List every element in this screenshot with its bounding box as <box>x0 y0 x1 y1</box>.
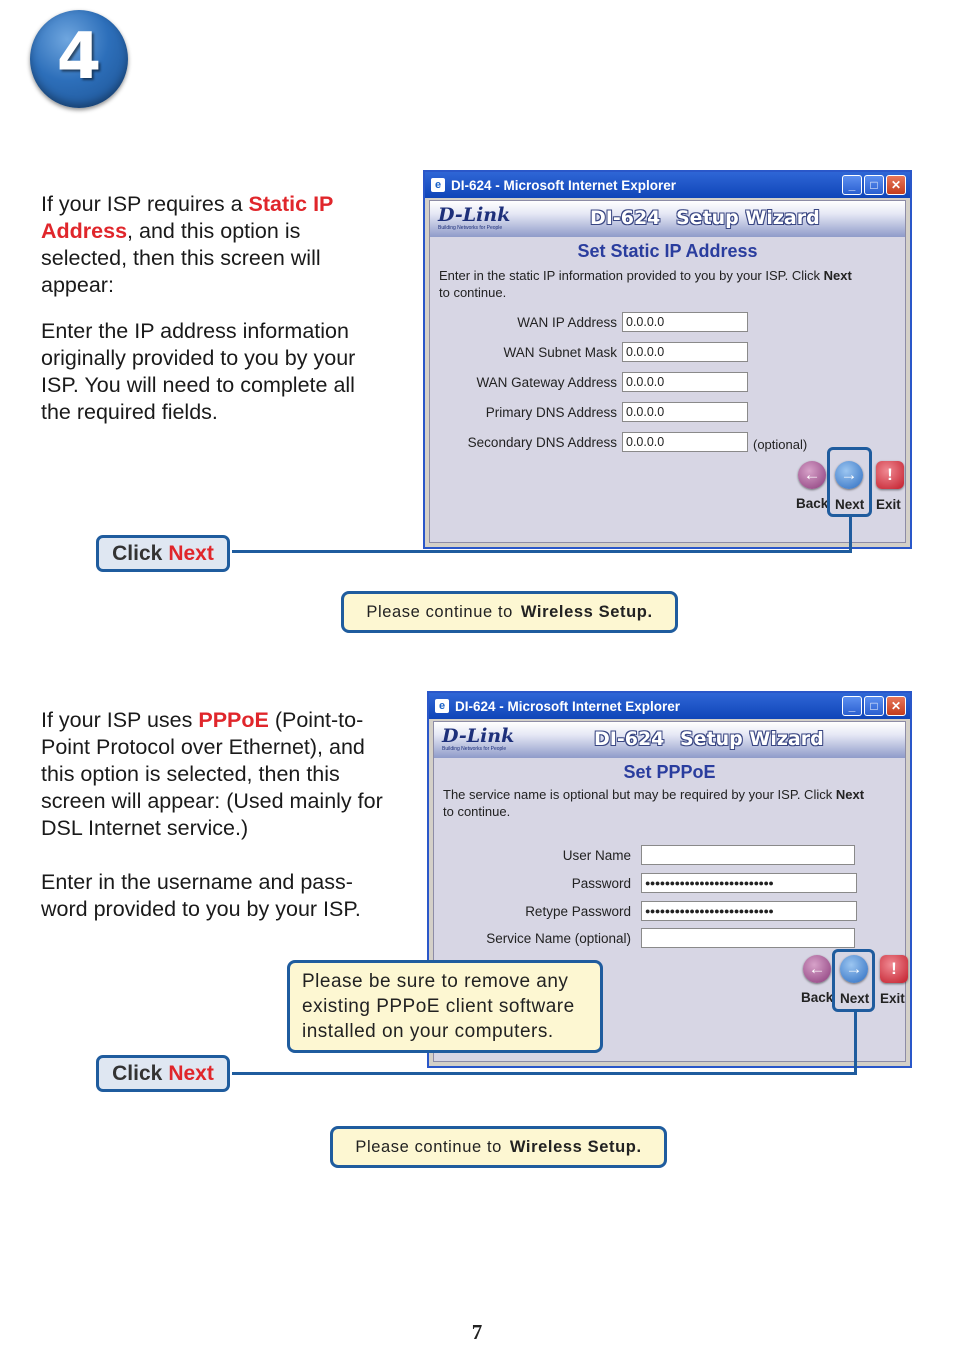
ie-icon: e <box>435 699 449 713</box>
window-title: DI-624 - Microsoft Internet Explorer <box>451 177 677 193</box>
next-arrow-icon[interactable]: → <box>840 955 868 983</box>
intro-text: Point Protocol over Ethernet), and <box>41 735 365 759</box>
wan-ip-label: WAN IP Address <box>517 315 617 330</box>
wan-gateway-label: WAN Gateway Address <box>476 375 617 390</box>
intro-text: this option is selected, then this <box>41 762 340 786</box>
intro-text: DSL Internet service.) <box>41 816 249 840</box>
wan-gateway-input[interactable]: 0.0.0.0 <box>622 372 748 392</box>
callout-connector <box>849 515 852 553</box>
intro-text: appear: <box>41 273 114 297</box>
callout-connector <box>232 1072 857 1075</box>
instruction-text: Enter in the static IP information provided to you by your ISP. Click <box>439 268 824 283</box>
click-next-callout <box>96 535 230 572</box>
page-heading: Set PPPoE <box>623 762 716 782</box>
user-name-input[interactable] <box>641 845 855 865</box>
instruction-line: ISP. You will need to complete all <box>41 373 355 397</box>
next-button[interactable]: Next <box>835 497 865 512</box>
model-name: DI-624 <box>590 207 661 229</box>
next-highlight-box <box>827 447 872 517</box>
page-number: 7 <box>471 1320 483 1344</box>
next-label: Next <box>168 541 214 565</box>
dlink-tagline: Building Networks for People <box>442 746 507 752</box>
next-label: Next <box>168 1061 214 1085</box>
address-highlight: Address <box>41 219 128 243</box>
continue-text: Please continue to <box>355 1137 502 1156</box>
next-arrow-icon[interactable]: → <box>835 461 863 489</box>
intro-text: selected, then this screen will <box>41 246 321 270</box>
static-ip-highlight: Static IP <box>248 192 334 216</box>
intro-text: If your ISP requires a <box>41 192 249 216</box>
retype-password-label: Retype Password <box>525 904 631 919</box>
user-name-label: User Name <box>562 848 631 863</box>
step-number: 4 <box>56 20 102 94</box>
instruction-line: originally provided to you by your <box>41 346 356 370</box>
secondary-dns-label: Secondary DNS Address <box>467 435 617 450</box>
window-titlebar <box>425 172 910 198</box>
wizard-title: Setup Wizard <box>680 728 824 750</box>
instruction-line: Enter in the username and pass- <box>41 870 353 894</box>
page-heading: Set Static IP Address <box>577 241 758 261</box>
instruction-next: Next <box>835 787 865 802</box>
pppoe-highlight: PPPoE <box>198 708 269 732</box>
wizard-instruction <box>443 786 895 820</box>
instruction-text: to continue. <box>443 804 511 819</box>
pppoe-warning-note <box>287 960 603 1053</box>
ie-icon: e <box>431 178 445 192</box>
note-line: existing PPPoE client software <box>302 996 575 1017</box>
maximize-icon[interactable]: □ <box>864 175 884 195</box>
continue-text: Please continue to <box>366 602 513 621</box>
instruction-text: The service name is optional but may be required by your ISP. Click <box>443 787 836 802</box>
continue-note <box>341 591 678 633</box>
back-button[interactable]: Back <box>801 990 834 1005</box>
password-input[interactable]: ●●●●●●●●●●●●●●●●●●●●●●●●●● <box>641 873 857 893</box>
close-icon[interactable]: ✕ <box>886 696 906 716</box>
continue-target: Wireless Setup. <box>509 1137 642 1156</box>
intro-text: If your ISP uses <box>41 708 199 732</box>
wan-subnet-label: WAN Subnet Mask <box>503 345 617 360</box>
back-arrow-icon[interactable]: ← <box>803 955 831 983</box>
click-next-callout <box>96 1055 230 1092</box>
optional-note: (optional) <box>753 437 808 452</box>
wizard-banner <box>434 722 905 758</box>
pppoe-intro <box>41 707 421 842</box>
intro-text: , and this option is <box>127 219 301 243</box>
next-highlight-box <box>832 949 875 1012</box>
note-line: installed on your computers. <box>302 1021 554 1042</box>
model-name: DI-624 <box>594 728 665 750</box>
dlink-logo: D-Link <box>442 725 515 747</box>
intro-text: (Point-to- <box>268 708 364 732</box>
retype-password-input[interactable]: ●●●●●●●●●●●●●●●●●●●●●●●●●● <box>641 901 857 921</box>
minimize-icon[interactable]: _ <box>842 696 862 716</box>
static-ip-intro <box>41 191 401 299</box>
exit-button[interactable]: Exit <box>876 497 901 512</box>
back-button[interactable]: Back <box>796 496 829 511</box>
dlink-logo: D-Link <box>438 204 511 226</box>
back-arrow-icon[interactable]: ← <box>798 461 826 489</box>
wizard-title: Setup Wizard <box>676 207 820 229</box>
window-titlebar <box>429 693 910 719</box>
primary-dns-label: Primary DNS Address <box>485 405 617 420</box>
service-name-label: Service Name (optional) <box>486 931 631 946</box>
wizard-instruction <box>439 267 895 301</box>
exit-icon[interactable]: ! <box>876 461 904 489</box>
instruction-line: Enter the IP address information <box>41 319 349 343</box>
instruction-text: to continue. <box>439 285 507 300</box>
callout-connector <box>232 550 852 553</box>
secondary-dns-input[interactable]: 0.0.0.0 <box>622 432 748 452</box>
static-ip-instructions <box>41 318 421 426</box>
note-line: Please be sure to remove any <box>302 971 569 992</box>
instruction-line: the required fields. <box>41 400 218 424</box>
exit-icon[interactable]: ! <box>880 955 908 983</box>
click-label: Click <box>112 1061 163 1085</box>
exit-button[interactable]: Exit <box>880 991 905 1006</box>
click-label: Click <box>112 541 163 565</box>
service-name-input[interactable] <box>641 928 855 948</box>
wan-subnet-input[interactable]: 0.0.0.0 <box>622 342 748 362</box>
instruction-line: word provided to you by your ISP. <box>41 897 361 921</box>
callout-connector <box>854 1010 857 1075</box>
wizard-banner <box>430 201 905 237</box>
pppoe-instructions <box>41 869 421 923</box>
next-button[interactable]: Next <box>840 991 870 1006</box>
intro-text: screen will appear: (Used mainly for <box>41 789 383 813</box>
continue-target: Wireless Setup. <box>520 602 653 621</box>
wan-ip-input[interactable]: 0.0.0.0 <box>622 312 748 332</box>
step-number-badge <box>30 10 128 108</box>
close-icon[interactable]: ✕ <box>886 175 906 195</box>
maximize-icon[interactable]: □ <box>864 696 884 716</box>
minimize-icon[interactable]: _ <box>842 175 862 195</box>
password-label: Password <box>571 876 631 891</box>
instruction-next: Next <box>823 268 852 283</box>
dlink-tagline: Building Networks for People <box>438 225 503 231</box>
continue-note <box>330 1126 667 1168</box>
window-title: DI-624 - Microsoft Internet Explorer <box>455 698 681 714</box>
primary-dns-input[interactable]: 0.0.0.0 <box>622 402 748 422</box>
